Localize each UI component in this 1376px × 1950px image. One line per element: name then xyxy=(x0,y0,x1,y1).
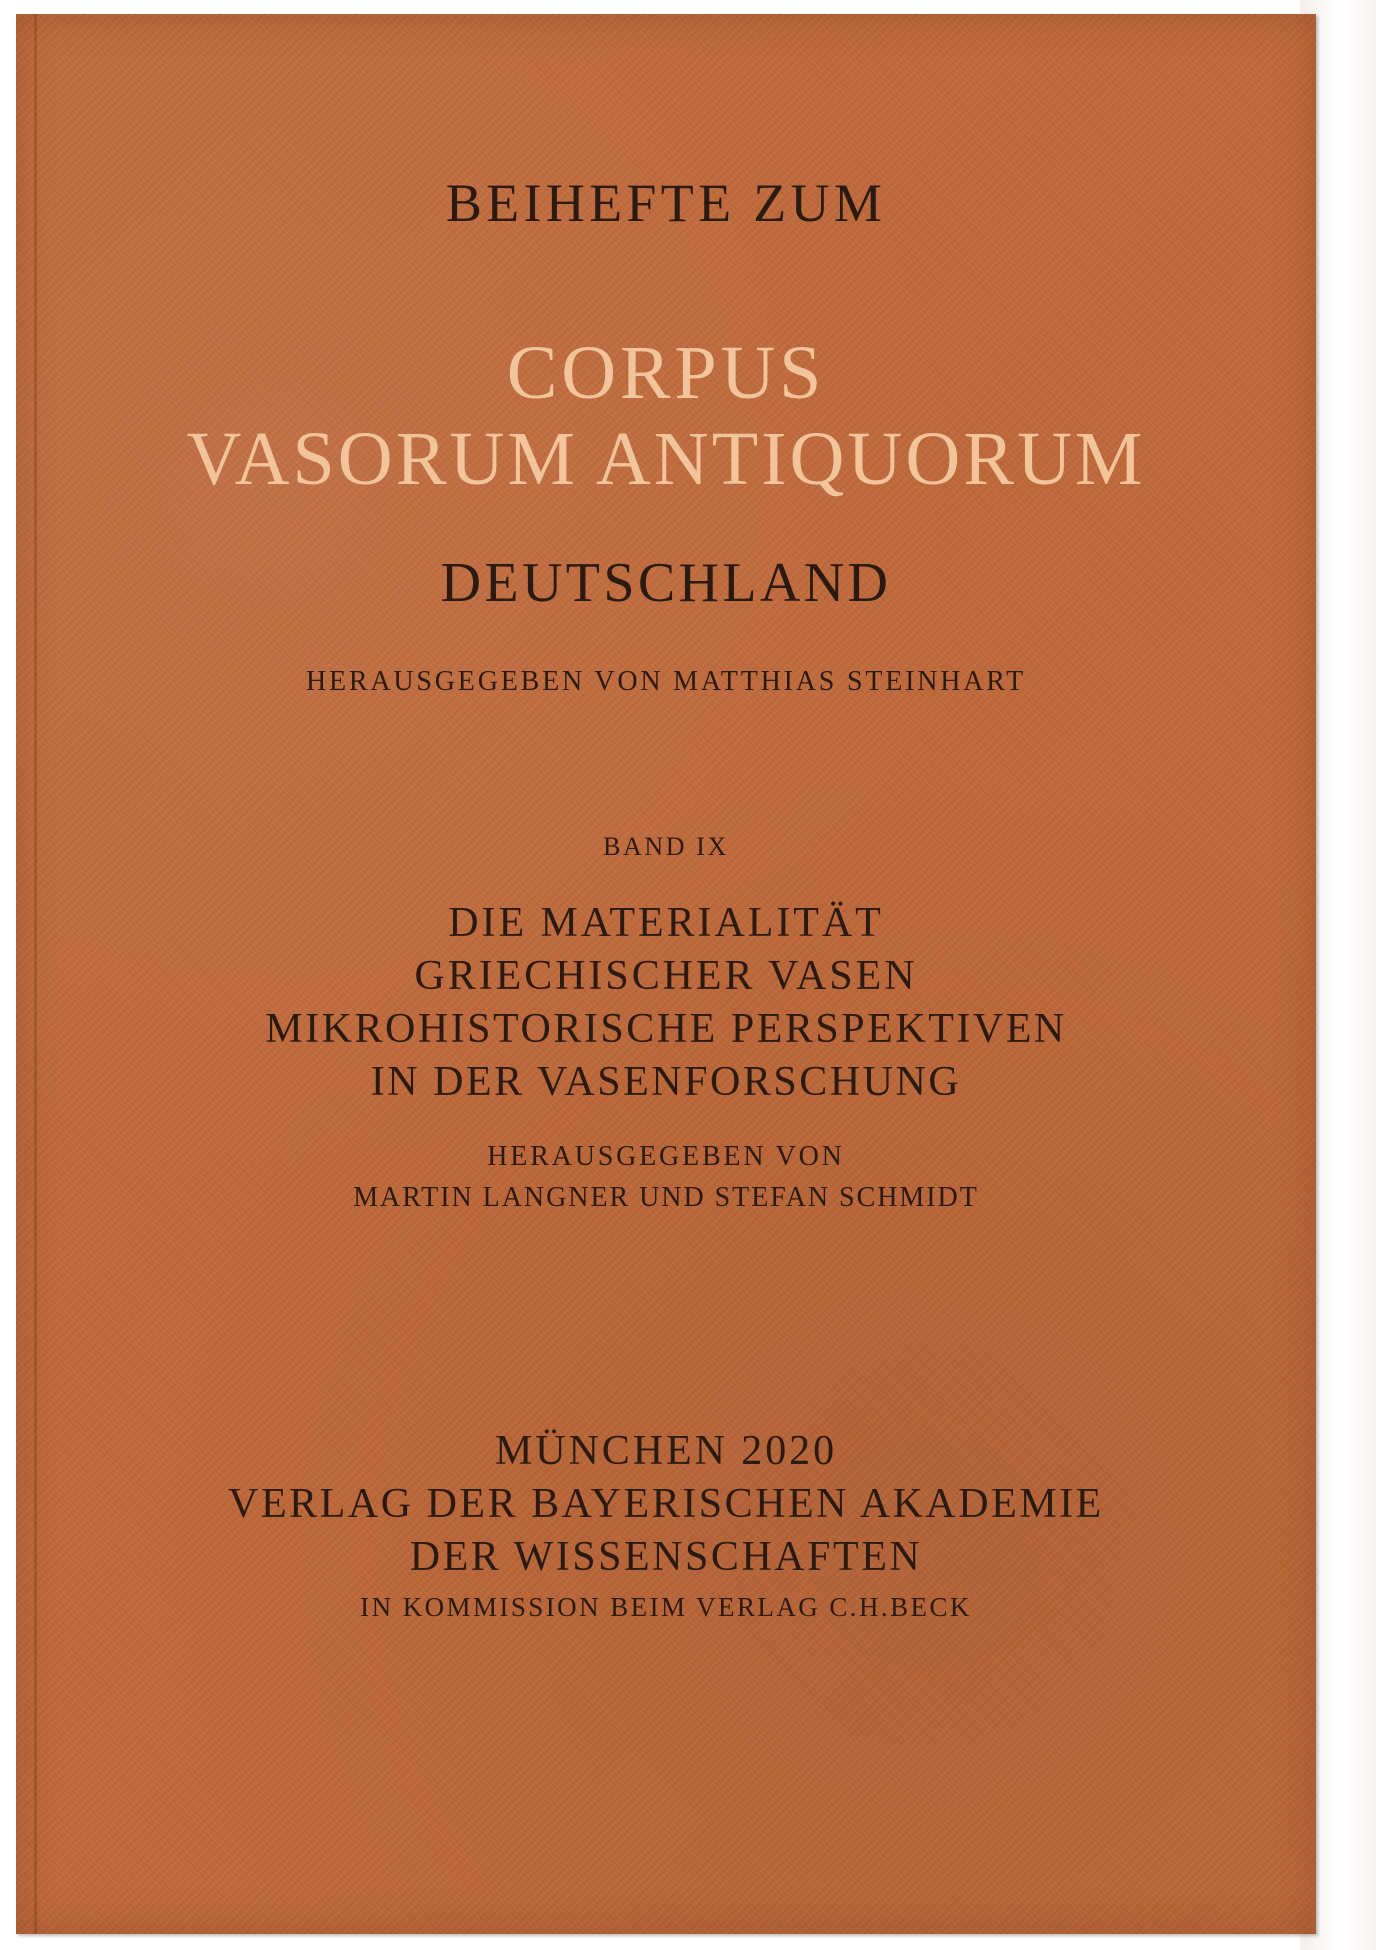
volume-editors: MARTIN LANGNER UND STEFAN SCHMIDT xyxy=(353,1182,979,1213)
publisher-line-1: VERLAG DER BAYERISCHEN AKADEMIE xyxy=(228,1481,1104,1527)
series-title-line-1: CORPUS xyxy=(506,331,826,415)
publisher-line-2: DER WISSENSCHAFTEN xyxy=(409,1534,923,1580)
country-heading: DEUTSCHLAND xyxy=(440,552,892,614)
place-and-year: MÜNCHEN 2020 xyxy=(494,1428,838,1474)
book-title-line-1: DIE MATERIALITÄT xyxy=(448,900,884,946)
series-prefix: BEIHEFTE ZUM xyxy=(445,173,887,233)
volume-number: BAND IX xyxy=(603,832,729,861)
book-title-line-4: IN DER VASENFORSCHUNG xyxy=(370,1059,962,1105)
series-editor: HERAUSGEGEBEN VON MATTHIAS STEINHART xyxy=(305,666,1027,697)
book-cover xyxy=(16,14,1316,1934)
series-title-line-2: VASORUM ANTIQUORUM xyxy=(186,417,1146,501)
book-title-line-2: GRIECHISCHER VASEN xyxy=(414,953,918,999)
volume-editors-label: HERAUSGEGEBEN VON xyxy=(487,1141,845,1172)
book-title-line-3: MIKROHISTORISCHE PERSPEKTIVEN xyxy=(265,1006,1067,1052)
commission-note: IN KOMMISSION BEIM VERLAG C.H.BECK xyxy=(360,1592,972,1622)
